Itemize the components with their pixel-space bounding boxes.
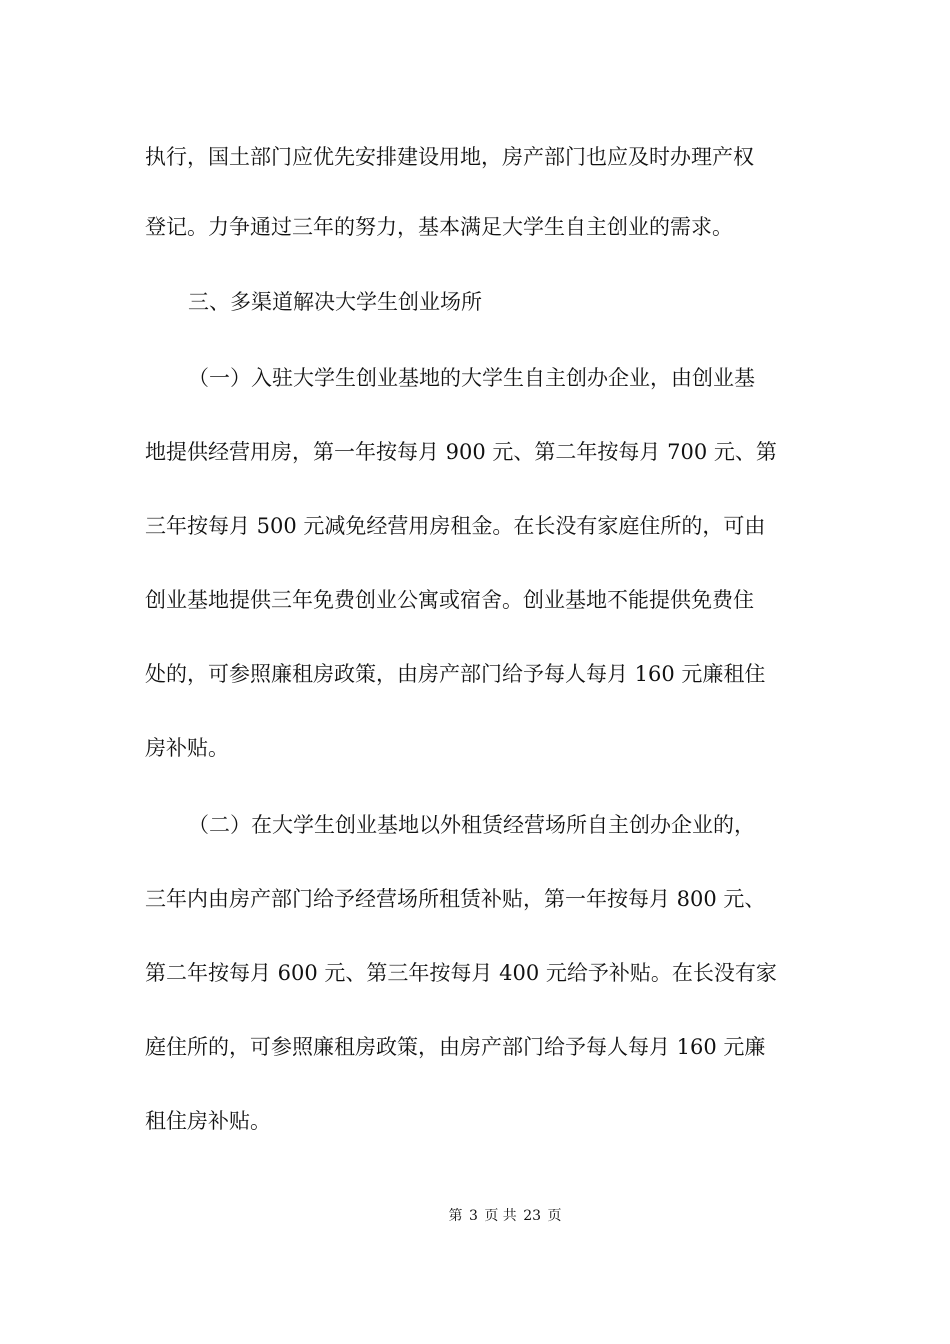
total-pages-number: 23 <box>523 1208 542 1224</box>
paragraph-line: 地提供经营用房，第一年按每月 900 元、第二年按每月 700 元、第 <box>145 440 777 464</box>
paragraph-line: （一）入驻大学生创业基地的大学生自主创办企业，由创业基 <box>188 366 755 390</box>
paragraph-line: 租住房补贴。 <box>145 1109 271 1133</box>
paragraph-line: 三年按每月 500 元减免经营用房租金。在长没有家庭住所的，可由 <box>145 514 766 538</box>
paragraph-line: 三年内由房产部门给予经营场所租赁补贴，第一年按每月 800 元、 <box>145 887 766 911</box>
page-footer <box>0 1206 950 1226</box>
paragraph-line: 登记。力争通过三年的努力，基本满足大学生自主创业的需求。 <box>145 215 733 239</box>
paragraph-line: （二）在大学生创业基地以外租赁经营场所自主创办企业的， <box>188 813 755 837</box>
footer-middle: 页 共 <box>484 1208 517 1224</box>
current-page-number: 3 <box>468 1208 478 1224</box>
footer-prefix: 第 <box>448 1208 463 1224</box>
paragraph-line: 房补贴。 <box>145 736 229 760</box>
paragraph-line: 处的，可参照廉租房政策，由房产部门给予每人每月 160 元廉租住 <box>145 662 766 686</box>
footer-suffix: 页 <box>547 1208 562 1224</box>
paragraph-line: 庭住所的，可参照廉租房政策，由房产部门给予每人每月 160 元廉 <box>145 1035 766 1059</box>
section-heading: 三、多渠道解决大学生创业场所 <box>188 290 482 314</box>
paragraph-line: 第二年按每月 600 元、第三年按每月 400 元给予补贴。在长没有家 <box>145 961 777 985</box>
paragraph-line: 创业基地提供三年免费创业公寓或宿舍。创业基地不能提供免费住 <box>145 588 754 612</box>
paragraph-line: 执行，国土部门应优先安排建设用地，房产部门也应及时办理产权 <box>145 145 754 169</box>
